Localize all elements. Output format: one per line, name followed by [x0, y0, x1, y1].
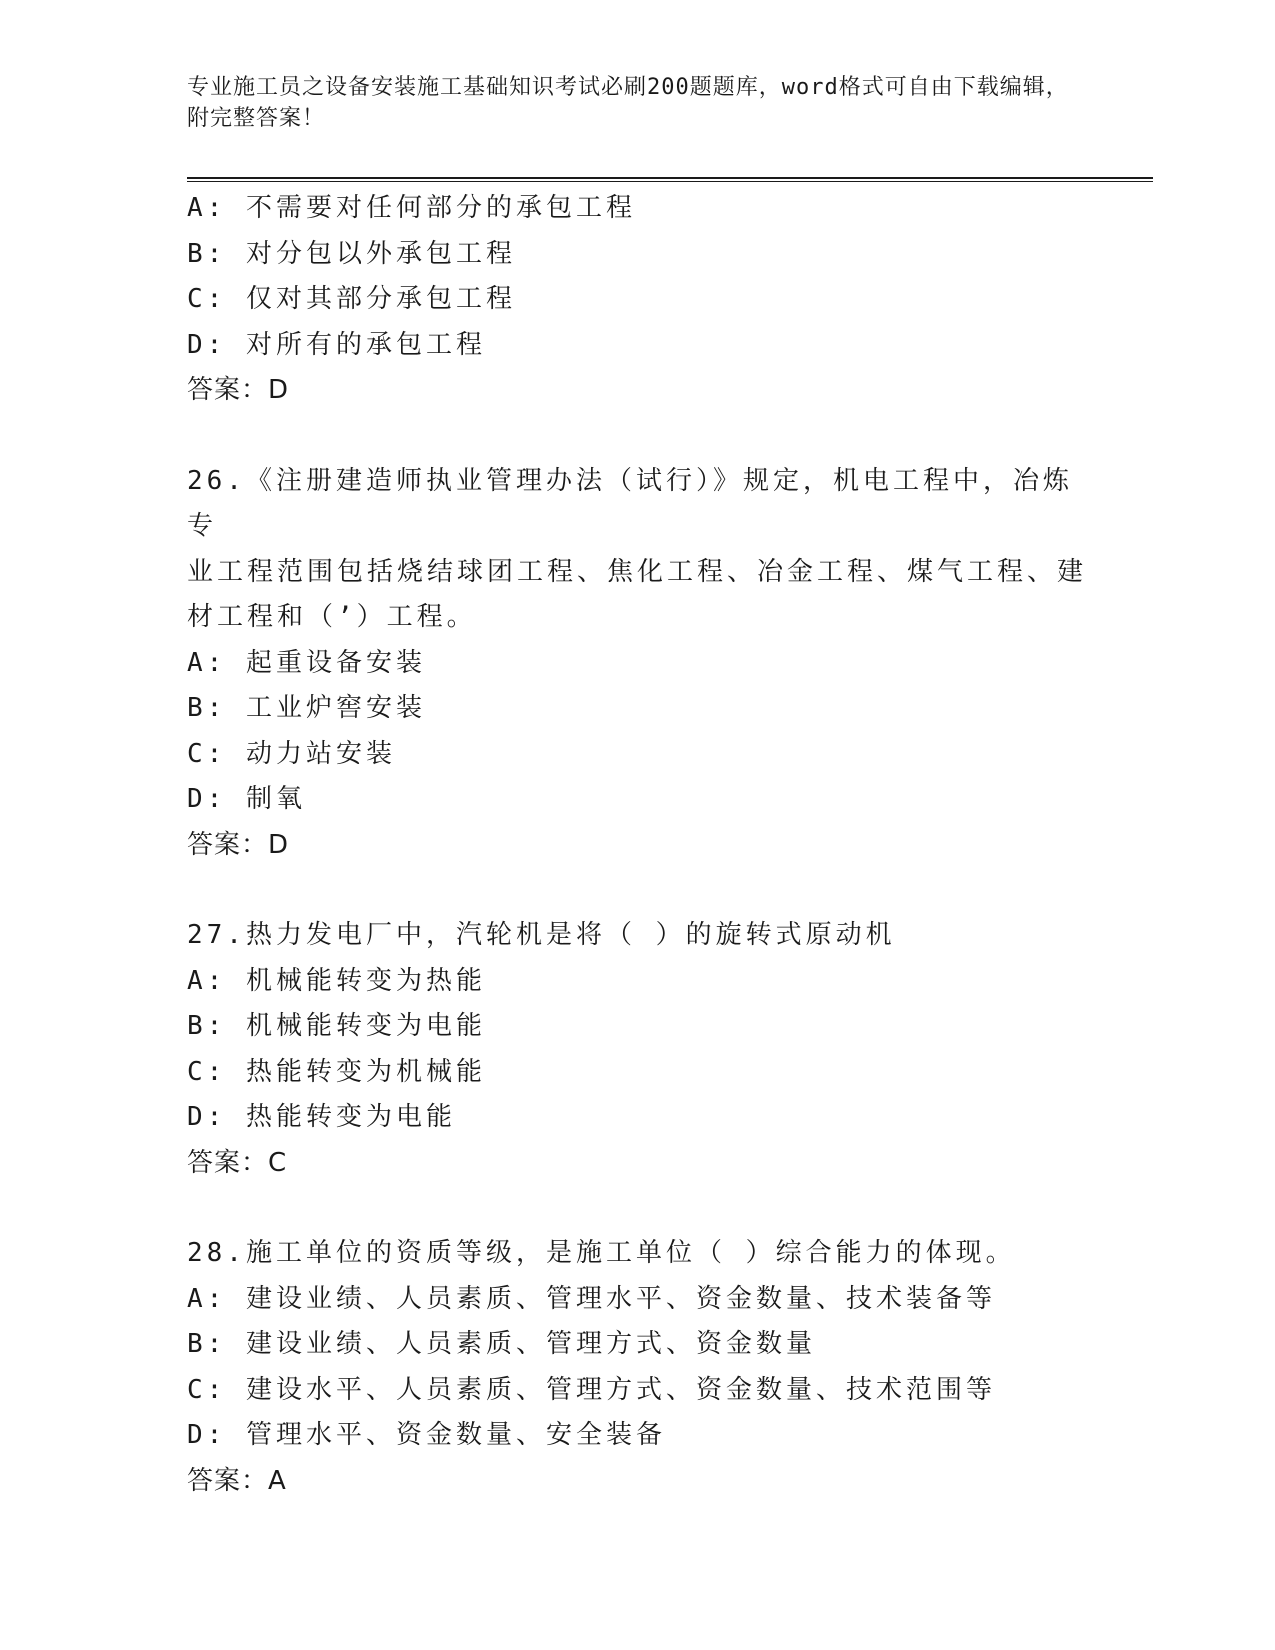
option-b: B: 建设业绩、人员素质、管理方式、资金数量	[187, 1329, 816, 1359]
option-c: C: 仅对其部分承包工程	[187, 284, 516, 314]
question-text-line: 28.施工单位的资质等级，是施工单位（ ）综合能力的体现。	[187, 1238, 1016, 1268]
option-a: A: 起重设备安装	[187, 647, 426, 678]
question-26	[187, 459, 1087, 869]
spacer	[187, 1186, 1087, 1231]
answer-label: 答案：D	[187, 375, 290, 405]
answer-label: 答案：C	[187, 1147, 288, 1178]
option-d: D: 热能转变为电能	[187, 1102, 456, 1132]
option-d: D: 对所有的承包工程	[187, 329, 486, 360]
option-c: C: 动力站安装	[187, 738, 396, 769]
spacer	[187, 868, 1087, 913]
option-a: A: 建设业绩、人员素质、管理水平、资金数量、技术装备等	[187, 1283, 996, 1314]
option-b: B: 工业炉窖安装	[187, 693, 426, 723]
option-a: A: 机械能转变为热能	[187, 965, 486, 996]
option-b: B: 对分包以外承包工程	[187, 238, 516, 269]
question-text-line: 材工程和（’）工程。	[187, 602, 477, 632]
answer-label: 答案：A	[187, 1465, 287, 1496]
document-body	[187, 186, 1087, 1504]
question-text-line: 27.热力发电厂中，汽轮机是将（ ）的旋转式原动机	[187, 920, 896, 950]
option-b: B: 机械能转变为电能	[187, 1011, 486, 1041]
question-27	[187, 913, 1087, 1186]
question-28	[187, 1231, 1087, 1504]
option-d: D: 管理水平、资金数量、安全装备	[187, 1420, 666, 1450]
question-25-continued	[187, 186, 1087, 414]
document-header-title: 专业施工员之设备安装施工基础知识考试必刷200题题库，word格式可自由下载编辑，附完整答案！	[187, 75, 1069, 131]
question-text-line: 26.《注册建造师执业管理办法（试行）》规定，机电工程中，冶炼专	[187, 465, 1073, 541]
option-a: A: 不需要对任何部分的承包工程	[187, 193, 636, 223]
answer-label: 答案：D	[187, 829, 290, 860]
spacer	[187, 414, 1087, 459]
option-d: D: 制氧	[187, 784, 306, 814]
header-divider	[187, 177, 1153, 182]
option-c: C: 建设水平、人员素质、管理方式、资金数量、技术范围等	[187, 1374, 996, 1405]
option-c: C: 热能转变为机械能	[187, 1056, 486, 1087]
question-text-line: 业工程范围包括烧结球团工程、焦化工程、冶金工程、煤气工程、建	[187, 556, 1088, 587]
